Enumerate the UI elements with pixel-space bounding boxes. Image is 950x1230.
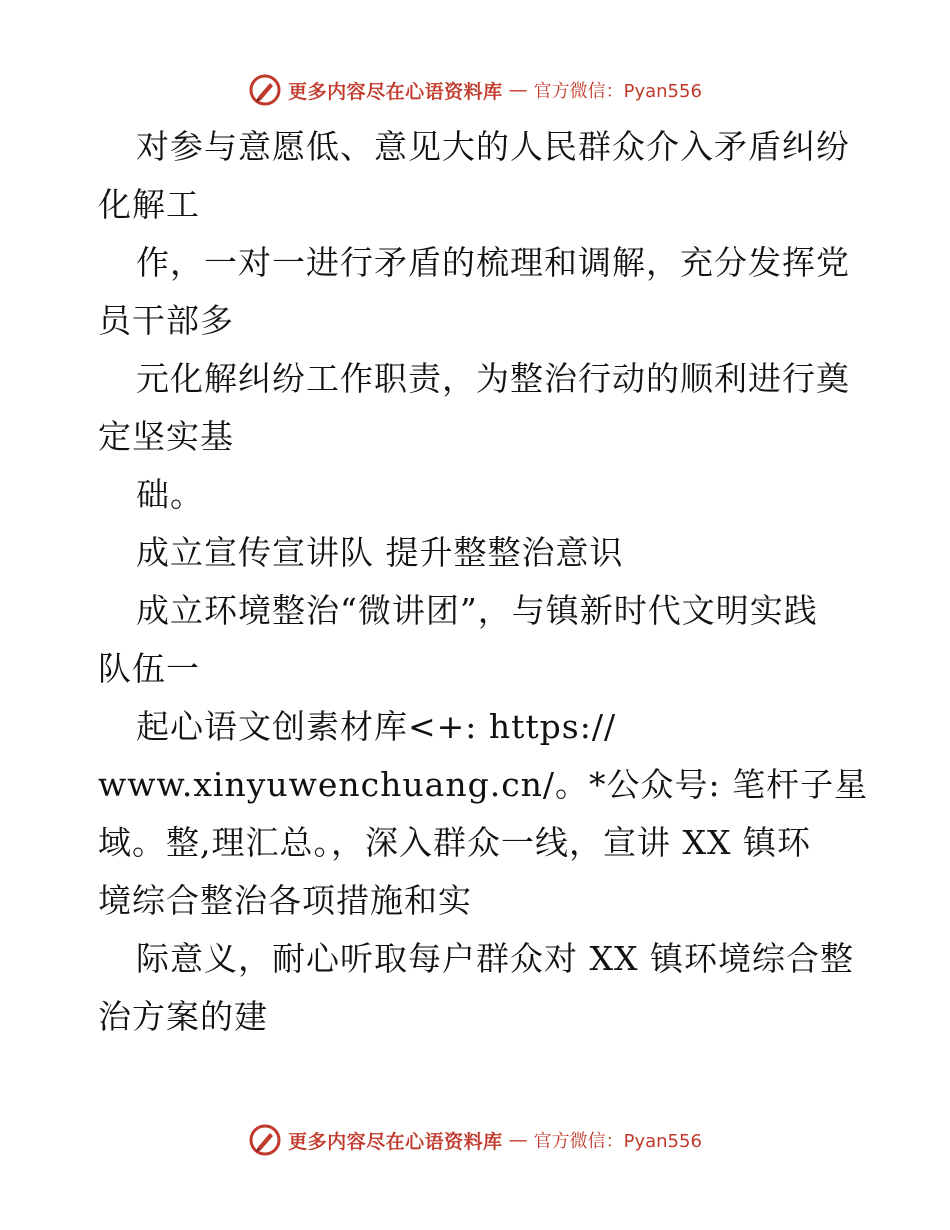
banner-dash: — bbox=[508, 79, 528, 101]
pen-logo-icon bbox=[248, 73, 282, 107]
text-line: 际意义，耐心听取每户群众对 XX 镇环境综合整 bbox=[136, 939, 854, 978]
section-heading: 成立宣传宣讲队 提升整整治意识 bbox=[136, 533, 624, 572]
banner-title: 更多内容尽在心语资料库 bbox=[288, 80, 503, 103]
text-line: www.xinyuwenchuang.cn/。*公众号: 笔杆子星 bbox=[98, 765, 869, 804]
text-line: 作，一对一进行矛盾的梳理和调解，充分发挥党 bbox=[136, 243, 850, 282]
text-line: 治方案的建 bbox=[98, 997, 268, 1036]
text-line: 础。 bbox=[136, 475, 204, 514]
text-line: 定坚实基 bbox=[98, 417, 234, 456]
footer-banner bbox=[0, 1120, 950, 1160]
text-line: 队伍一 bbox=[98, 649, 200, 688]
text-line: 元化解纠纷工作职责，为整治行动的顺利进行奠 bbox=[136, 359, 850, 398]
pen-logo-icon bbox=[248, 1123, 282, 1157]
text-line: 成立环境整治“微讲团”，与镇新时代文明实践 bbox=[136, 591, 818, 630]
text-line: 对参与意愿低、意见大的人民群众介入矛盾纠纷 bbox=[136, 127, 850, 166]
text-line: 化解工 bbox=[98, 185, 200, 224]
document-body bbox=[98, 118, 869, 1046]
text-line: 境综合整治各项措施和实 bbox=[98, 881, 472, 920]
banner-wechat: 官方微信：Pyan556 bbox=[533, 81, 702, 102]
text-line: 员干部多 bbox=[98, 301, 234, 340]
banner-title: 更多内容尽在心语资料库 bbox=[288, 1130, 503, 1153]
banner-wechat: 官方微信：Pyan556 bbox=[533, 1131, 702, 1152]
text-line: 起心语文创素材库<+: https:// bbox=[136, 707, 617, 746]
banner-dash: — bbox=[508, 1129, 528, 1151]
header-banner bbox=[0, 70, 950, 110]
text-line: 域。整,理汇总。，深入群众一线，宣讲 XX 镇环 bbox=[98, 823, 811, 862]
